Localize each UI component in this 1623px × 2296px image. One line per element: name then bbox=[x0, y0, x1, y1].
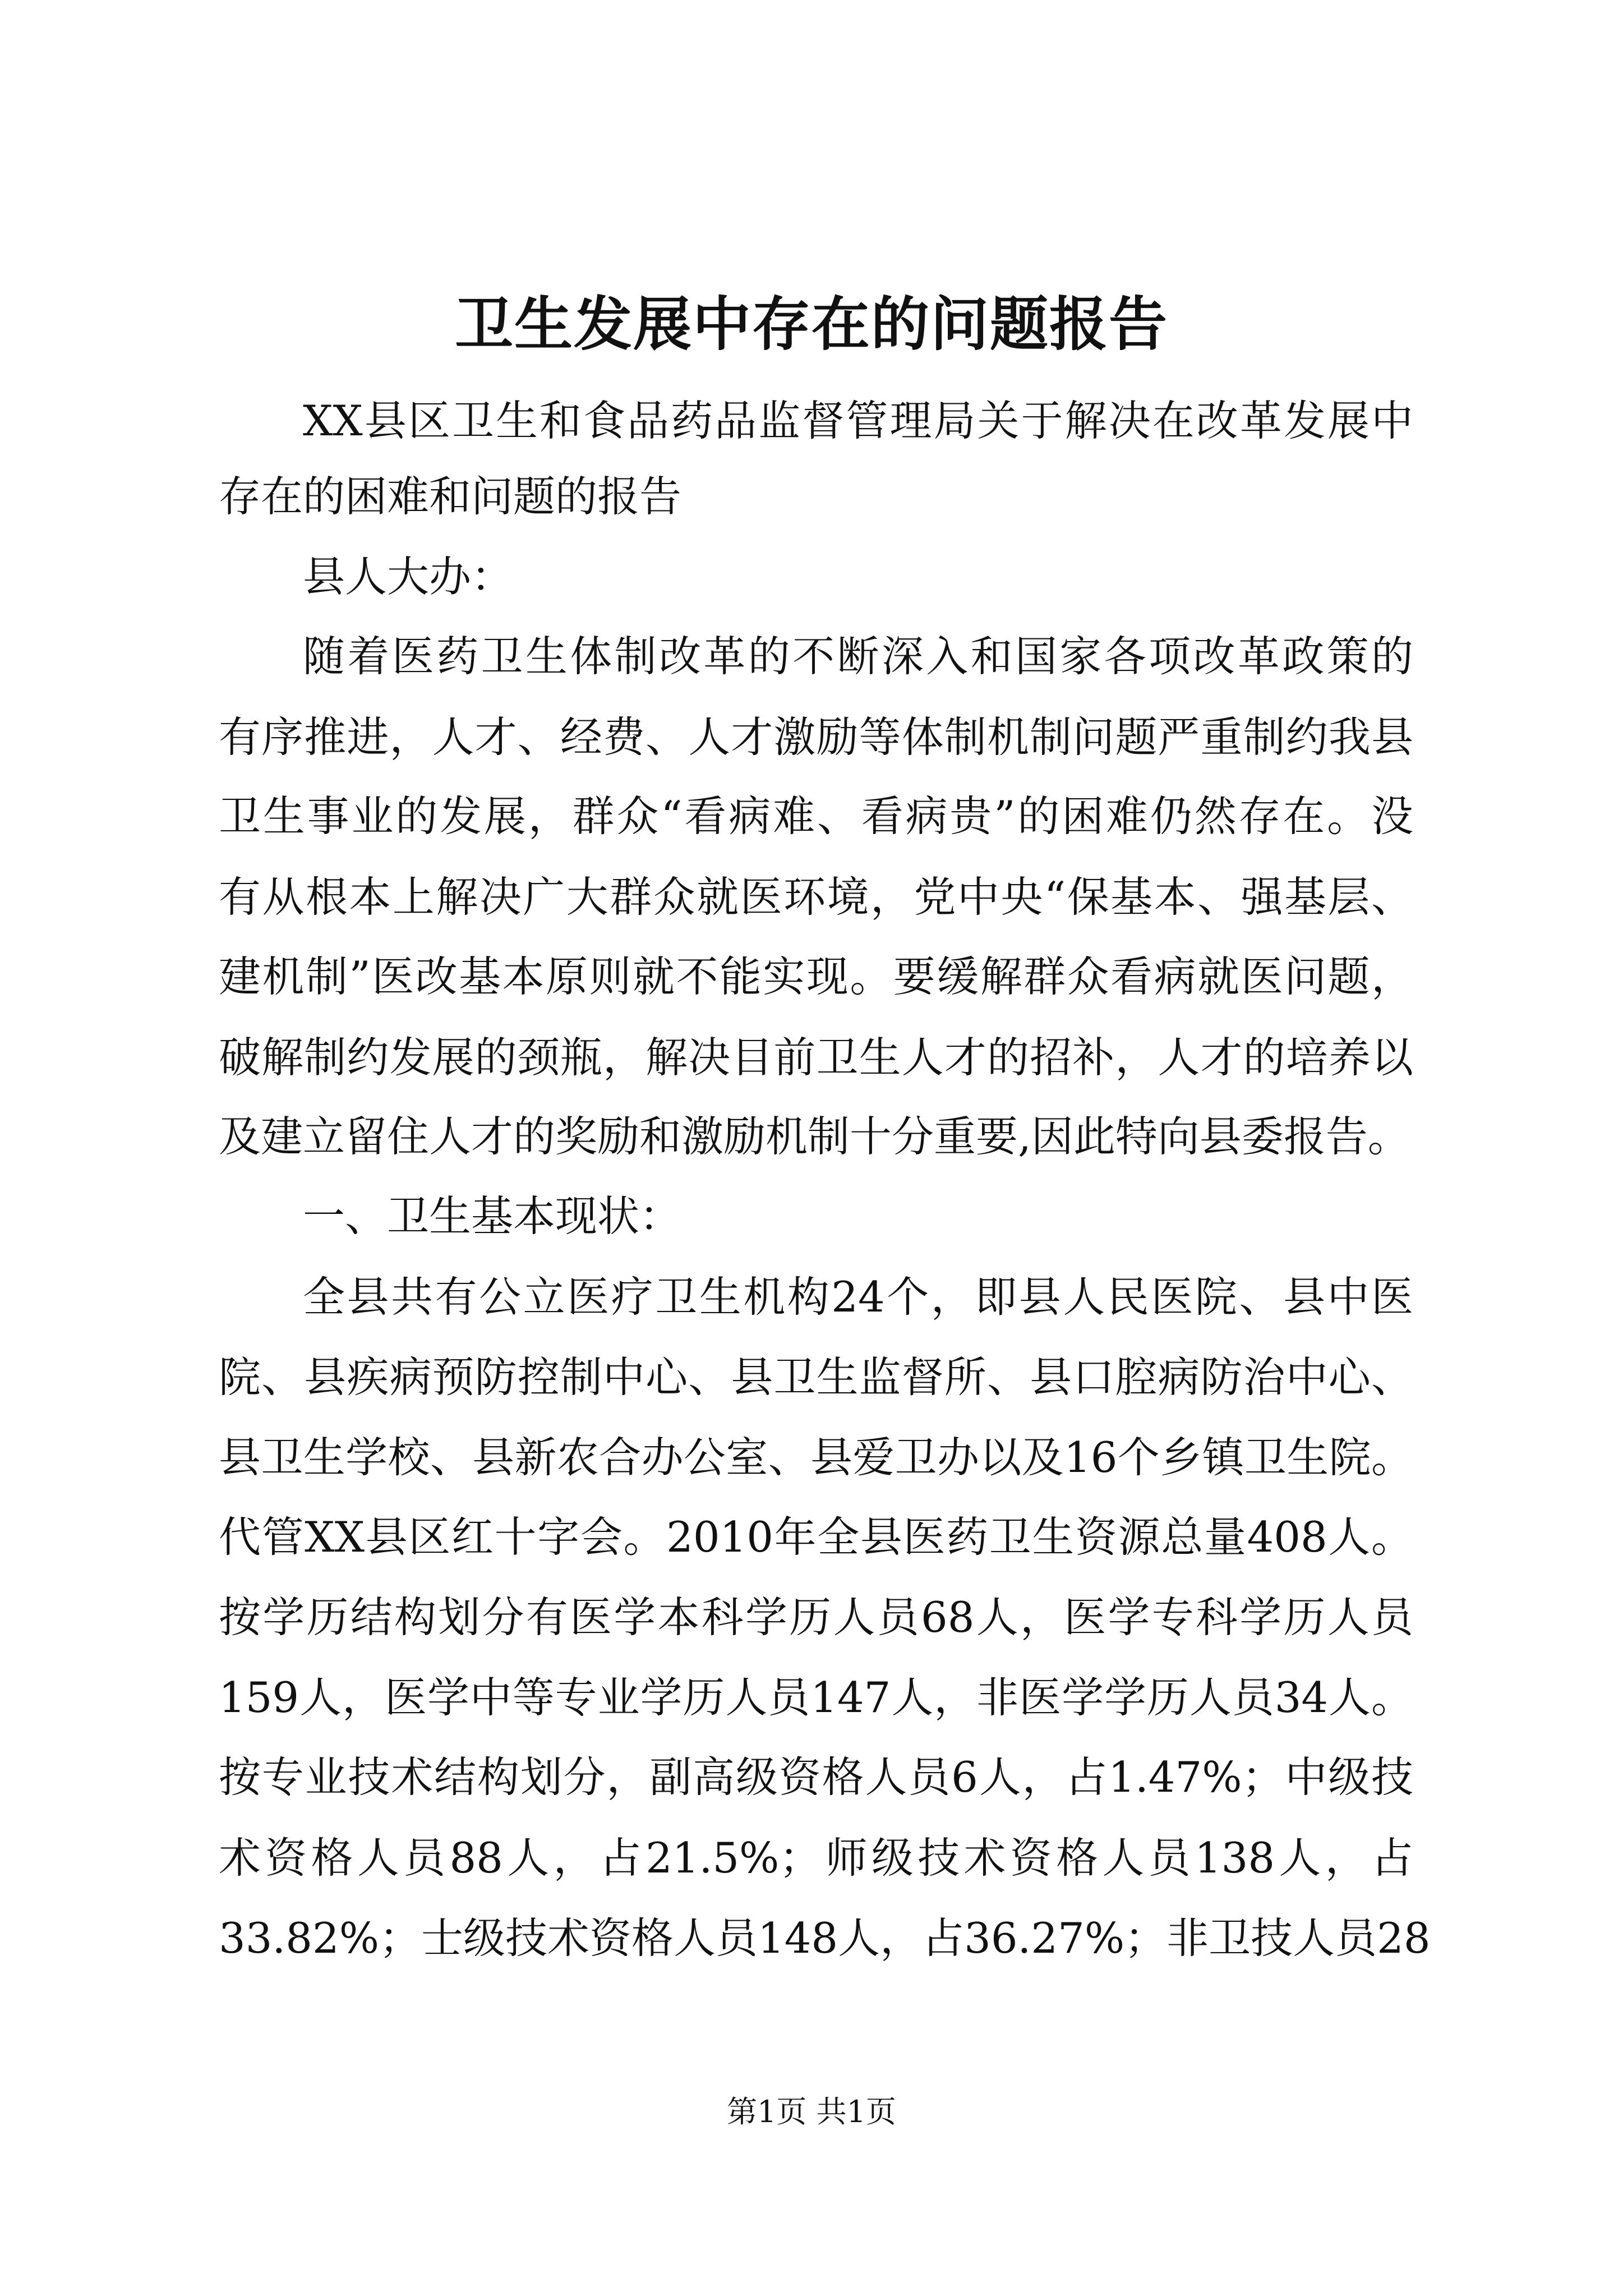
paragraph-line: 存在的困难和问题的报告 bbox=[219, 472, 682, 521]
paragraph-line: 卫生事业的发展，群众“看病难、看病贵”的困难仍然存在。没 bbox=[219, 792, 1413, 841]
paragraph-line: 县卫生学校、县新农合办公室、县爱卫办以及16个乡镇卫生院。 bbox=[219, 1433, 1413, 1482]
paragraph-line: 159人，医学中等专业学历人员147人，非医学学历人员34人。 bbox=[219, 1673, 1413, 1722]
paragraph-line: 代管XX县区红十字会。2010年全县医药卫生资源总量408人。 bbox=[219, 1512, 1413, 1562]
paragraph-line: XX县区卫生和食品药品监督管理局关于解决在改革发展中 bbox=[303, 396, 1413, 445]
document-title: 卫生发展中存在的问题报告 bbox=[454, 289, 1168, 358]
paragraph-line: 按专业技术结构划分，副高级资格人员6人，占1.47%；中级技 bbox=[219, 1752, 1413, 1802]
paragraph-line: 按学历结构划分有医学本科学历人员68人，医学专科学历人员 bbox=[219, 1593, 1413, 1642]
paragraph-line: 破解制约发展的颈瓶，解决目前卫生人才的招补，人才的培养以 bbox=[219, 1033, 1413, 1082]
page-footer: 第1页 共1页 bbox=[727, 2094, 896, 2129]
salutation-line: 县人大办： bbox=[303, 552, 514, 601]
paragraph-line: 有从根本上解决广大群众就医环境，党中央“保基本、强基层、 bbox=[219, 872, 1413, 922]
section-heading: 一、卫生基本现状： bbox=[303, 1191, 682, 1241]
paragraph-line: 院、县疾病预防控制中心、县卫生监督所、县口腔病防治中心、 bbox=[219, 1352, 1413, 1402]
paragraph-line: 建机制”医改基本原则就不能实现。要缓解群众看病就医问题， bbox=[219, 952, 1413, 1001]
paragraph-line: 术资格人员88人，占21.5%；师级技术资格人员138人，占 bbox=[219, 1833, 1413, 1883]
paragraph-line: 33.82%；士级技术资格人员148人，占36.27%；非卫技人员28 bbox=[219, 1913, 1431, 1963]
paragraph-line: 随着医药卫生体制改革的不断深入和国家各项改革政策的 bbox=[303, 632, 1413, 681]
paragraph-line: 及建立留住人才的奖励和激励机制十分重要,因此特向县委报告。 bbox=[219, 1112, 1410, 1161]
paragraph-line: 有序推进，人才、经费、人才激励等体制机制问题严重制约我县 bbox=[219, 712, 1413, 762]
paragraph-line: 全县共有公立医疗卫生机构24个，即县人民医院、县中医 bbox=[303, 1272, 1413, 1322]
